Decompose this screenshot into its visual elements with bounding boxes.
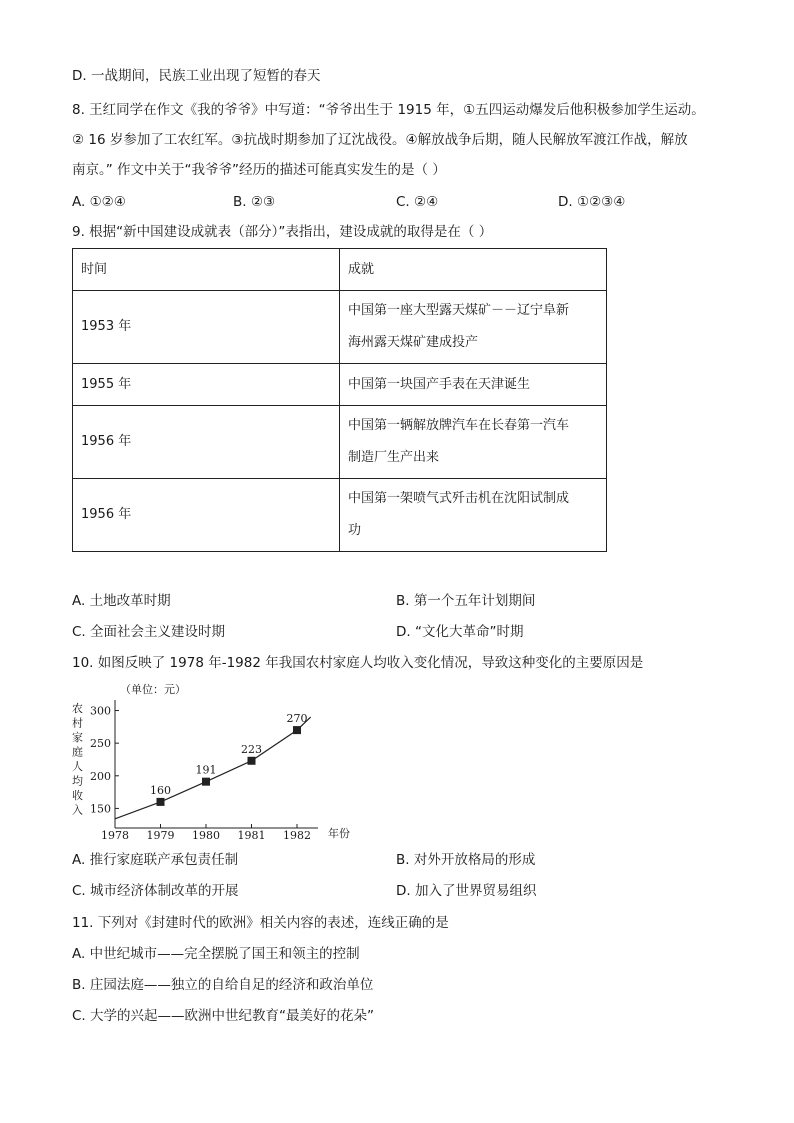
q10-option-b[interactable]: B. 对外开放格局的形成 bbox=[396, 852, 536, 868]
q9-option-a[interactable]: A. 土地改革时期 bbox=[72, 593, 171, 609]
table-header-achievement: 成就 bbox=[340, 249, 607, 291]
q8-option-d[interactable]: D. ①②③④ bbox=[558, 194, 626, 210]
q8-option-a[interactable]: A. ①②④ bbox=[72, 194, 126, 210]
income-line-chart bbox=[70, 682, 370, 844]
chart-x-tick-label: 1982 bbox=[283, 829, 311, 842]
chart-x-axis-label: 年份 bbox=[328, 827, 350, 840]
q9-option-d[interactable]: D. “文化大革命”时期 bbox=[396, 624, 524, 640]
q11-option-b[interactable]: B. 庄园法庭——独立的自给自足的经济和政治单位 bbox=[72, 977, 374, 993]
chart-x-tick-label: 1979 bbox=[146, 829, 175, 842]
table-row bbox=[73, 406, 607, 479]
cell-line: 制造厂生产出来 bbox=[348, 450, 440, 465]
q8-option-b[interactable]: B. ②③ bbox=[233, 194, 276, 210]
table-cell-year: 1953 年 bbox=[73, 291, 340, 364]
table-cell-achievement bbox=[340, 406, 607, 479]
table-header-time: 时间 bbox=[73, 249, 340, 291]
q9-stem: 9. 根据“新中国建设成就表（部分）”表指出，建设成就的取得是在（ ） bbox=[72, 224, 493, 240]
table-cell-year: 1956 年 bbox=[73, 479, 340, 552]
q8-stem-line3: 南京。” 作文中关于“我爷爷”经历的描述可能真实发生的是（ ） bbox=[72, 162, 446, 178]
q10-option-c[interactable]: C. 城市经济体制改革的开展 bbox=[72, 883, 239, 899]
table-cell-achievement bbox=[340, 479, 607, 552]
q8-option-c[interactable]: C. ②④ bbox=[396, 194, 439, 210]
chart-y-label-char: 入 bbox=[72, 803, 83, 817]
chart-y-tick-label: 250 bbox=[90, 737, 111, 751]
chart-data-point bbox=[248, 757, 256, 765]
q10-option-a[interactable]: A. 推行家庭联产承包责任制 bbox=[72, 852, 239, 868]
table-row bbox=[73, 364, 607, 406]
table-cell-achievement bbox=[340, 291, 607, 364]
prev-option-d: D. 一战期间，民族工业出现了短暂的春天 bbox=[72, 68, 321, 84]
table-row bbox=[73, 479, 607, 552]
chart-y-axis-label bbox=[72, 702, 83, 817]
chart-data-label: 160 bbox=[150, 783, 171, 797]
chart-data-label: 270 bbox=[286, 712, 308, 726]
chart-y-label-char: 人 bbox=[72, 760, 83, 773]
q9-option-b[interactable]: B. 第一个五年计划期间 bbox=[396, 593, 536, 609]
q8-stem-line1: 8. 王红同学在作文《我的爷爷》中写道：“爷爷出生于 1915 年，①五四运动爆发后他积极参加学生运动。 bbox=[72, 102, 705, 118]
chart-data-point bbox=[293, 726, 301, 734]
chart-x-tick-label: 1978 bbox=[101, 829, 129, 842]
chart-data-point bbox=[202, 778, 210, 786]
chart-x-tick-label: 1980 bbox=[192, 829, 220, 842]
cell-line: 中国第一座大型露天煤矿－－辽宁阜新 bbox=[348, 303, 570, 318]
q10-option-d[interactable]: D. 加入了世界贸易组织 bbox=[396, 883, 537, 899]
table-cell-year: 1956 年 bbox=[73, 406, 340, 479]
cell-line: 功 bbox=[348, 523, 362, 538]
table-header-row bbox=[73, 249, 607, 291]
chart-unit-label: （单位：元） bbox=[120, 683, 186, 696]
table-cell-achievement: 中国第一块国产手表在天津诞生 bbox=[340, 364, 607, 406]
chart-y-label-char: 农 bbox=[72, 702, 83, 715]
q9-achievement-table bbox=[72, 248, 607, 552]
chart-y-label-char: 均 bbox=[72, 774, 83, 788]
q11-option-a[interactable]: A. 中世纪城市——完全摆脱了国王和领主的控制 bbox=[72, 946, 360, 962]
chart-y-label-char: 村 bbox=[72, 716, 83, 730]
q8-stem-line2: ② 16 岁参加了工农红军。③抗战时期参加了辽沈战役。④解放战争后期，随人民解放军渡江作战，解放 bbox=[72, 132, 688, 148]
cell-line: 中国第一架喷气式歼击机在沈阳试制成 bbox=[348, 491, 570, 506]
chart-y-tick-label: 200 bbox=[90, 769, 111, 783]
table-row bbox=[73, 291, 607, 364]
chart-y-label-char: 庭 bbox=[72, 745, 83, 759]
chart-y-label-char: 收 bbox=[72, 789, 83, 802]
chart-x-tick-label: 1981 bbox=[237, 829, 266, 842]
chart-data-label: 223 bbox=[241, 742, 262, 756]
q10-stem: 10. 如图反映了 1978 年-1982 年我国农村家庭人均收入变化情况，导致这种变化的主要原因是 bbox=[72, 655, 644, 671]
table-cell-year: 1955 年 bbox=[73, 364, 340, 406]
q11-option-c[interactable]: C. 大学的兴起——欧洲中世纪教育“最美好的花朵” bbox=[72, 1008, 374, 1024]
chart-data-point bbox=[157, 798, 165, 806]
q9-option-c[interactable]: C. 全面社会主义建设时期 bbox=[72, 624, 226, 640]
chart-y-tick-label: 300 bbox=[90, 704, 111, 718]
cell-line: 海州露天煤矿建成投产 bbox=[348, 335, 479, 350]
chart-data-label: 191 bbox=[195, 763, 217, 777]
q11-stem: 11. 下列对《封建时代的欧洲》相关内容的表述，连线正确的是 bbox=[72, 915, 449, 931]
cell-line: 中国第一辆解放牌汽车在长春第一汽车 bbox=[348, 418, 570, 433]
chart-y-label-char: 家 bbox=[72, 731, 83, 744]
chart-y-tick-label: 150 bbox=[90, 802, 111, 816]
